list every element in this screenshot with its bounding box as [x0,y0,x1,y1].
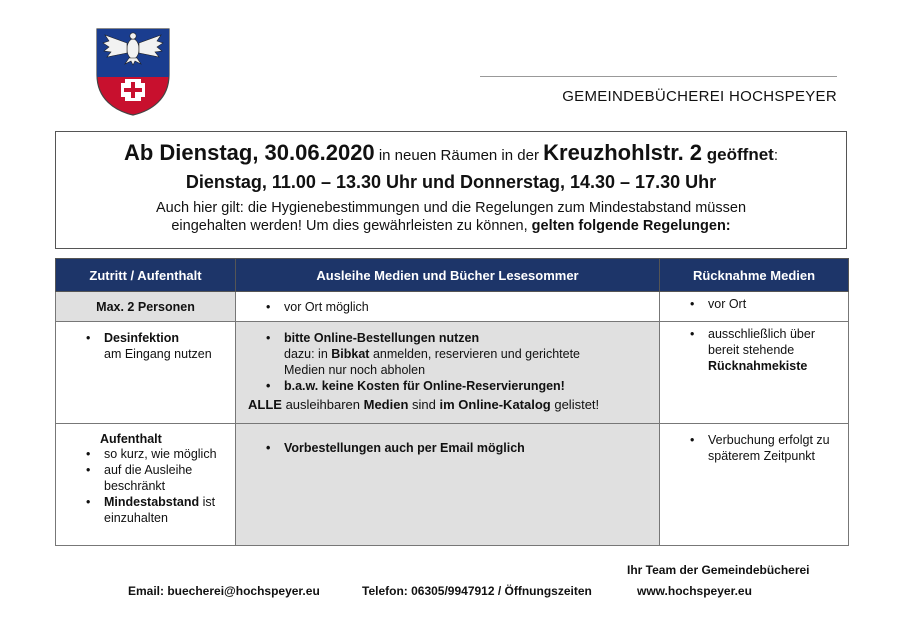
headline-text: in neuen Räumen in der [374,147,544,164]
catalog-note-all: ALLE [248,397,282,412]
hygiene-note [56,199,846,235]
team-signature: Ihr Team der Gemeindebücherei [627,563,810,577]
announcement-headline [56,140,846,166]
header-return: Rücknahme Medien [660,259,849,292]
cell-disinfection [56,322,236,424]
table-row [56,424,849,546]
distance-text-a: ist [199,495,216,509]
stay-limit-b: beschränkt [104,479,166,493]
catalog-note-text2: sind [408,397,440,412]
booking-text-a: Verbuchung erfolgt zu [708,433,830,447]
bibkat-link[interactable]: Bibkat [331,347,370,361]
table-row [56,292,849,322]
list-item: • b.a.w. keine Kosten für Online-Reservierungen! [284,378,651,394]
cell-max-persons [56,292,236,322]
list-item: • vor Ort [708,296,840,312]
disinfection-label: Desinfektion [104,331,180,345]
disinfection-detail: am Eingang nutzen [104,347,212,361]
online-orders-label: bitte Online-Bestellungen nutzen [284,331,480,345]
opening-date: Ab Dienstag, 30.06.2020 [123,140,375,165]
online-orders-detail-a: dazu: in [284,347,332,361]
cell-online-orders [236,322,660,424]
list-item [708,326,840,374]
return-box-label: Rücknahmekiste [708,359,808,373]
online-orders-detail-b: anmelden, reservieren und gerichtete [369,347,581,361]
announcement-box [55,131,847,249]
distance-text-b: einzuhalten [104,511,168,525]
header-access: Zutritt / Aufenthalt [56,259,236,292]
cell-stay [56,424,236,546]
table-header-row [56,259,849,292]
library-name: GEMEINDEBÜCHEREI HOCHSPEYER [562,88,837,105]
catalog-note-text3: gelistet! [550,397,600,412]
coat-of-arms-logo [95,27,171,117]
opening-hours: Dienstag, 11.00 – 13.30 Uhr und Donnerstag, 14.30 – 17.30 Uhr [185,172,717,192]
footer-phone: Telefon: 06305/9947912 / Öffnungszeiten [362,584,592,598]
catalog-note-text1: ausleihbaren [281,397,364,412]
cell-return-on-site [660,292,849,322]
booking-text-b: späterem Zeitpunkt [708,449,815,463]
list-item [104,494,227,526]
header-rule [480,76,837,77]
footer-website[interactable]: www.hochspeyer.eu [637,584,752,598]
catalog-note [248,397,651,412]
catalog-note-media: Medien [363,397,409,412]
return-box-text-b: bereit stehende [708,343,795,357]
list-item: • vor Ort möglich [284,299,651,315]
list-item [104,462,227,494]
return-box-text-a: ausschließlich über [708,327,815,341]
cell-on-site [236,292,660,322]
catalog-note-catalog: im Online-Katalog [439,397,551,412]
cell-return-box [660,322,849,424]
distance-label: Mindestabstand [104,495,200,509]
stay-limit-a: auf die Ausleihe [104,463,193,477]
list-item: • Vorbestellungen auch per Email möglich [284,440,651,456]
list-item [104,330,227,362]
opened-word: geöffnet [702,145,774,164]
table-row [56,322,849,424]
online-orders-detail-c: Medien nur noch abholen [284,363,426,377]
list-item [708,432,840,464]
cell-booking [660,424,849,546]
hygiene-note-line1: Auch hier gilt: die Hygienebestimmungen und die Regelungen zum Mindestabstand müssen [155,200,747,216]
new-address: Kreuzhohlstr. 2 [543,140,703,165]
max-persons-text: Max. 2 Personen [96,299,195,314]
headline-colon: : [773,147,778,164]
cell-email-preorder [236,424,660,546]
list-item [284,330,651,378]
header-lending: Ausleihe Medien und Bücher Lesesommer [236,259,660,292]
stay-heading: Aufenthalt [100,432,162,446]
rules-intro: gelten folgende Regelungen: [531,218,731,234]
hygiene-note-line2: eingehalten werden! Um dies gewährleisten zu können, [171,218,532,234]
footer-email[interactable]: Email: buecherei@hochspeyer.eu [128,584,320,598]
list-item: • so kurz, wie möglich [104,446,227,462]
rules-table [55,258,849,546]
